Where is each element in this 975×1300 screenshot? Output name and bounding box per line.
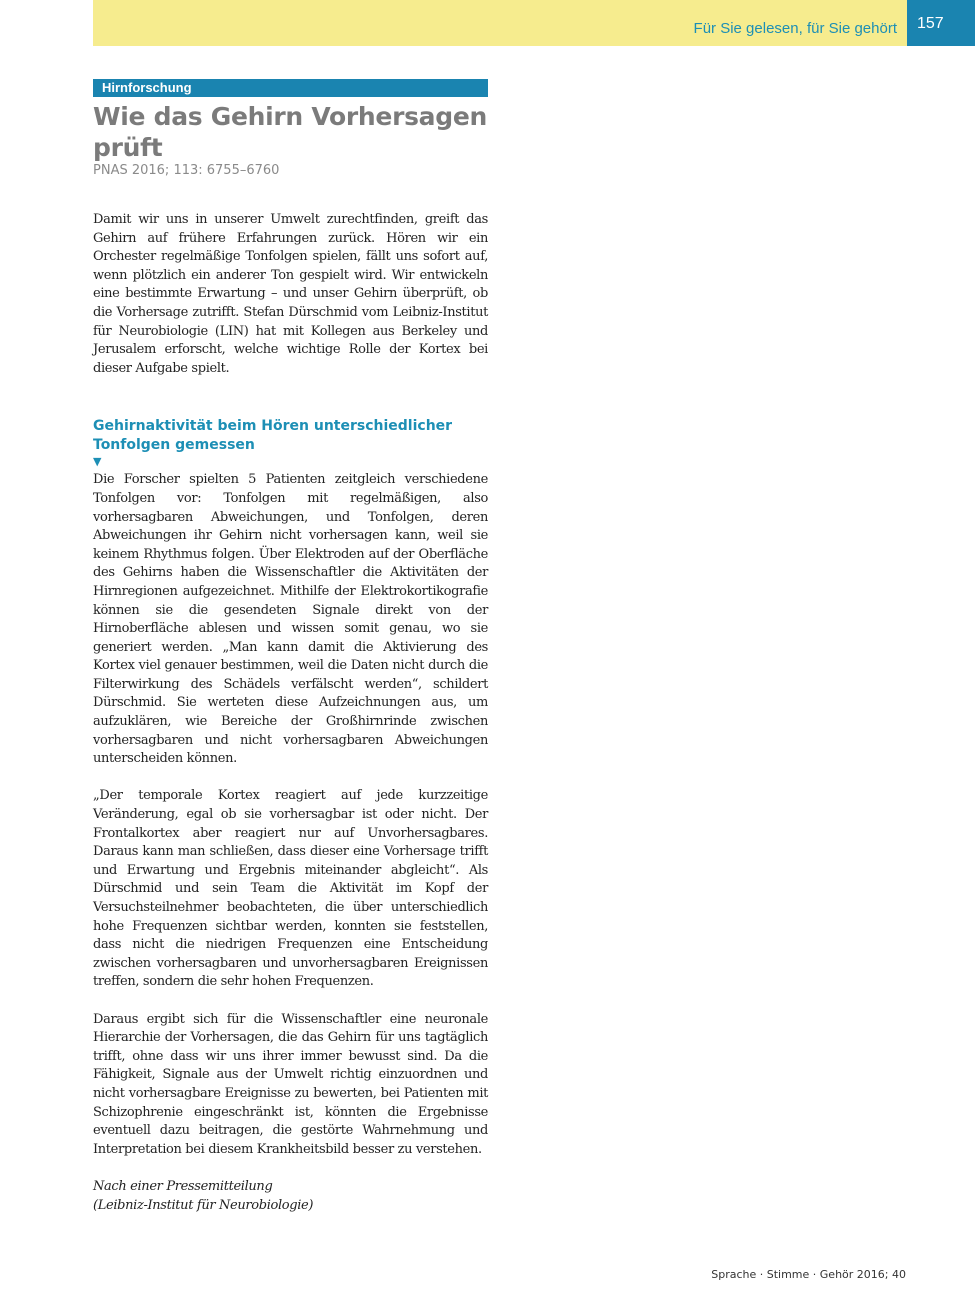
source-line: (Leibniz-Institut für Neurobiologie) (93, 1197, 314, 1213)
article-kicker: Hirnforschung (93, 79, 488, 97)
journal-footer: Sprache · Stimme · Gehör 2016; 40 (711, 1268, 906, 1281)
section-title: Für Sie gelesen, für Sie gehört (693, 20, 897, 37)
article-citation: PNAS 2016; 113: 6755–6760 (93, 163, 280, 178)
body-paragraph: „Der temporale Kortex reagiert auf jede kurzzeitige Veränderung, egal ob sie vorhersagbar ist oder nicht. Der Frontalkortex aber reagiert nur auf Unvorhersagbares. Daraus kann man schließen, dass dieser eine Vorhersage trifft und Erwartung und Ergebnis miteinander abgleicht“. Als Dürschmid und sein Team die Aktivität im Kopf der Versuchsteilnehmer beobachteten, die über unterschiedlich hohe Frequenzen sichtbar werden, konnten sie feststellen, dass nicht die niedrigen Frequenzen eine Entscheidung zwischen vorhersagbaren und unvorhersagbaren Ereignissen treffen, sondern die sehr hohen Frequenzen. (93, 788, 488, 990)
section-heading: Gehirnaktivität beim Hören unterschiedlicher Tonfolgen gemessen (93, 418, 453, 454)
intro-paragraph: Damit wir uns in unserer Umwelt zurechtfinden, greift das Gehirn auf frühere Erfahrungen zurück. Hören wir ein Orchester regelmäßige Tonfolgen spielen, fällt uns sofort auf, wenn plötzlich ein anderer Ton gespielt wird. Wir entwickeln eine bestimmte Erwartung – und unser Gehirn überprüft, ob die Vorhersage zutrifft. Stefan Dürschmid vom Leibniz-Institut für Neurobiologie (LIN) hat mit Kollegen aus Berkeley und Jerusalem erforscht, welche wichtige Rolle der Kortex bei dieser Aufgabe spielt. (93, 212, 488, 376)
source-note (93, 1178, 488, 1215)
header-band (93, 0, 907, 46)
article (93, 79, 488, 1215)
source-line: Nach einer Pressemitteilung (93, 1178, 273, 1194)
page-number: 157 (907, 0, 975, 46)
article-title: Wie das Gehirn Vorhersagen prüft (93, 102, 487, 162)
body-paragraph: Die Forscher spielten 5 Patienten zeitgleich verschiedene Tonfolgen vor: Tonfolgen mit regelmäßigen, also vorhersagbaren Abweichungen, und Tonfolgen, deren Abweichungen ihr Gehirn nicht vorhersagen kann, weil sie keinem Rhythmus folgen. Über Elektroden auf der Oberfläche des Gehirns haben die Wissenschaftler die Aktivitäten der Hirnregionen aufgezeichnet. Mithilfe der Elektrokortikografie können sie die gesendeten Signale direkt von der Hirnoberfläche ablesen und wissen somit genau, wo sie generiert werden. „Man kann damit die Aktivierung des Kortex viel genauer bestimmen, weil die Daten nicht durch die Filterwirkung des Schädels verfälscht werden“, schildert Dürschmid. Sie werteten diese Aufzeichnungen aus, um aufzuklären, wie Bereiche der Großhirnrinde zwischen vorhersagbaren und nicht vorhersagbaren Abweichungen unterscheiden können. (93, 472, 488, 767)
body-paragraph: Daraus ergibt sich für die Wissenschaftler eine neuronale Hierarchie der Vorhersagen, die das Gehirn für uns tagtäglich trifft, ohne dass wir uns ihrer immer bewusst sind. Da die Fähigkeit, Signale aus der Umwelt richtig einzuordnen und nicht vorhersagbare Ereignisse zu bewerten, bei Patienten mit Schizophrenie eingeschränkt ist, könnten die Ergebnisse eventuell dazu beitragen, die gestörte Wahrnehmung und Interpretation bei diesem Krankheitsbild besser zu verstehen. (93, 1011, 488, 1157)
triangle-down-icon: ▼ (93, 455, 102, 469)
